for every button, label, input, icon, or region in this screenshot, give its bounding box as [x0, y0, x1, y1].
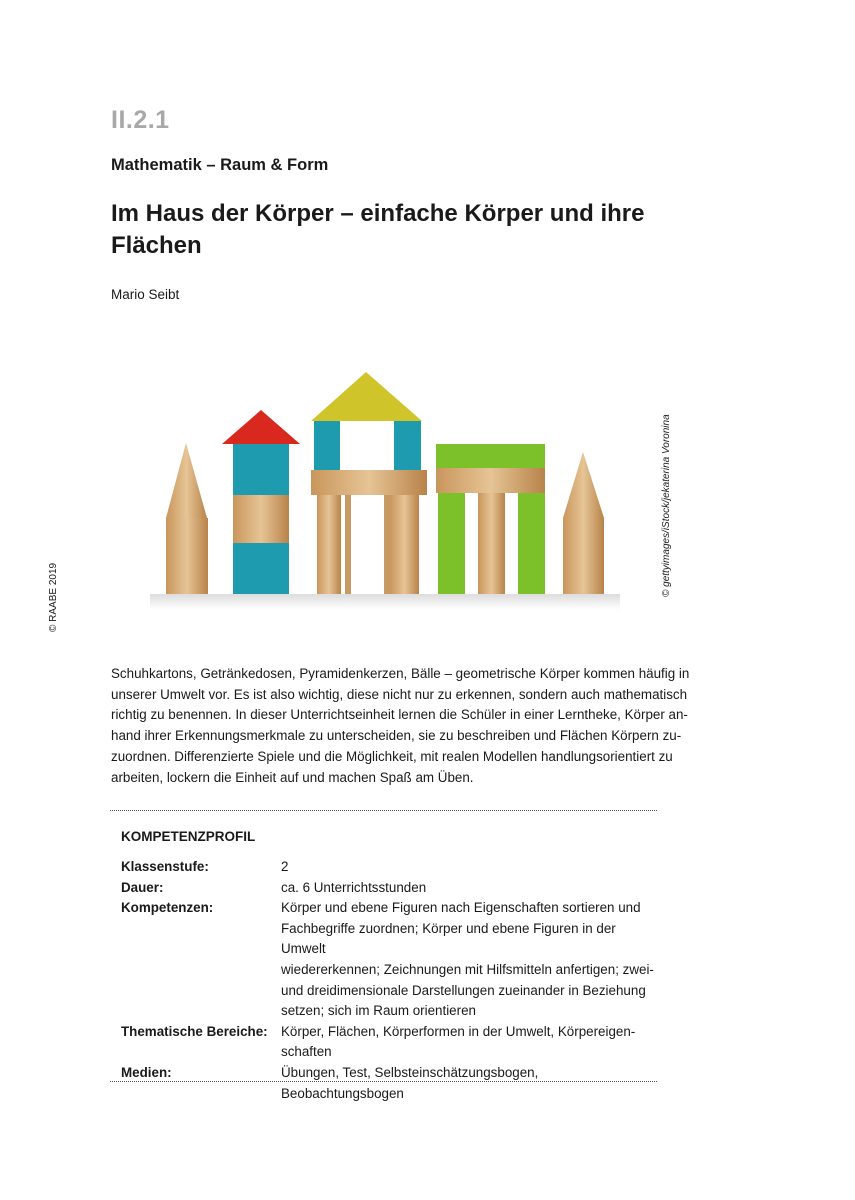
left-cone-tower: [166, 443, 208, 594]
profile-label: Thematische Bereiche:: [121, 1023, 268, 1039]
intro-line: unserer Umwelt vor. Es ist also wichtig, diese nicht nur zu erkennen, sondern auch mathematisch: [111, 686, 688, 702]
right-cone-tower: [563, 452, 604, 594]
profile-row: [121, 878, 661, 899]
author: Mario Seibt: [111, 287, 180, 302]
unit-number: II.2.1: [111, 106, 170, 134]
competence-profile: [121, 857, 661, 1104]
intro-paragraph: [111, 664, 690, 788]
intro-line: Schuhkartons, Getränkedosen, Pyramidenkerzen, Bälle – geometrische Körper kommen häufig in: [111, 666, 690, 681]
profile-value: und dreidimensionale Darstellungen zueinander in Beziehung: [281, 982, 646, 998]
profile-row: [121, 1063, 661, 1104]
profile-row: [121, 857, 661, 878]
red-roof-tower: [222, 410, 300, 594]
profile-label: Medien:: [121, 1064, 172, 1080]
profile-label: Kompetenzen:: [121, 900, 214, 916]
title-line: Flächen: [111, 232, 202, 259]
profile-value: Fachbegriffe zuordnen; Körper und ebene Figuren in der Umwelt: [281, 920, 616, 957]
intro-line: richtig zu benennen. In dieser Unterrichtseinheit lernen die Schüler in einer Lerntheke, Körper an-: [111, 707, 688, 723]
profile-value: Körper und ebene Figuren nach Eigenschaften sortieren und: [281, 900, 641, 916]
profile-value: Körper, Flächen, Körperformen in der Umwelt, Körpereigen-: [281, 1023, 636, 1039]
photo-credit: © gettyimages/iStock/jekaterina Voronina: [661, 414, 672, 597]
intro-line: hand ihrer Erkennungsmerkmale zu unterscheiden, sie zu beschreiben und Flächen Körpern zu-: [111, 728, 682, 744]
dotted-divider: [110, 1081, 657, 1082]
dotted-divider: [110, 810, 657, 811]
subject-heading: Mathematik – Raum & Form: [111, 156, 329, 174]
profile-row: [121, 1022, 661, 1063]
profile-value: wiedererkennen; Zeichnungen mit Hilfsmitteln anfertigen; zwei-: [281, 961, 654, 977]
wooden-blocks-photo: [110, 330, 660, 640]
profile-label: Klassenstufe:: [121, 859, 209, 874]
profile-row: [121, 898, 661, 1022]
profile-value: ca. 6 Unterrichtsstunden: [281, 879, 427, 895]
profile-value: 2: [281, 859, 289, 874]
profile-value: Übungen, Test, Selbsteinschätzungsbogen, Beobachtungsbogen: [281, 1064, 539, 1101]
page-title: [111, 198, 671, 262]
profile-value: setzen; sich im Raum orientieren: [281, 1003, 476, 1019]
profile-label: Dauer:: [121, 879, 164, 895]
intro-line: zuordnen. Differenzierte Spiele und die Möglichkeit, mit realen Modellen handlungsorientiert zu: [111, 748, 673, 764]
yellow-roof-house: [311, 372, 427, 594]
shadow: [150, 594, 620, 610]
profile-value: schaften: [281, 1044, 332, 1060]
green-structure: [436, 444, 545, 594]
title-line: Im Haus der Körper – einfache Körper und ihre: [111, 200, 645, 227]
copyright-notice: © RAABE 2019: [48, 562, 59, 632]
profile-heading: KOMPETENZPROFIL: [121, 829, 256, 844]
intro-line: arbeiten, lockern die Einheit auf und machen Spaß am Üben.: [111, 769, 474, 785]
